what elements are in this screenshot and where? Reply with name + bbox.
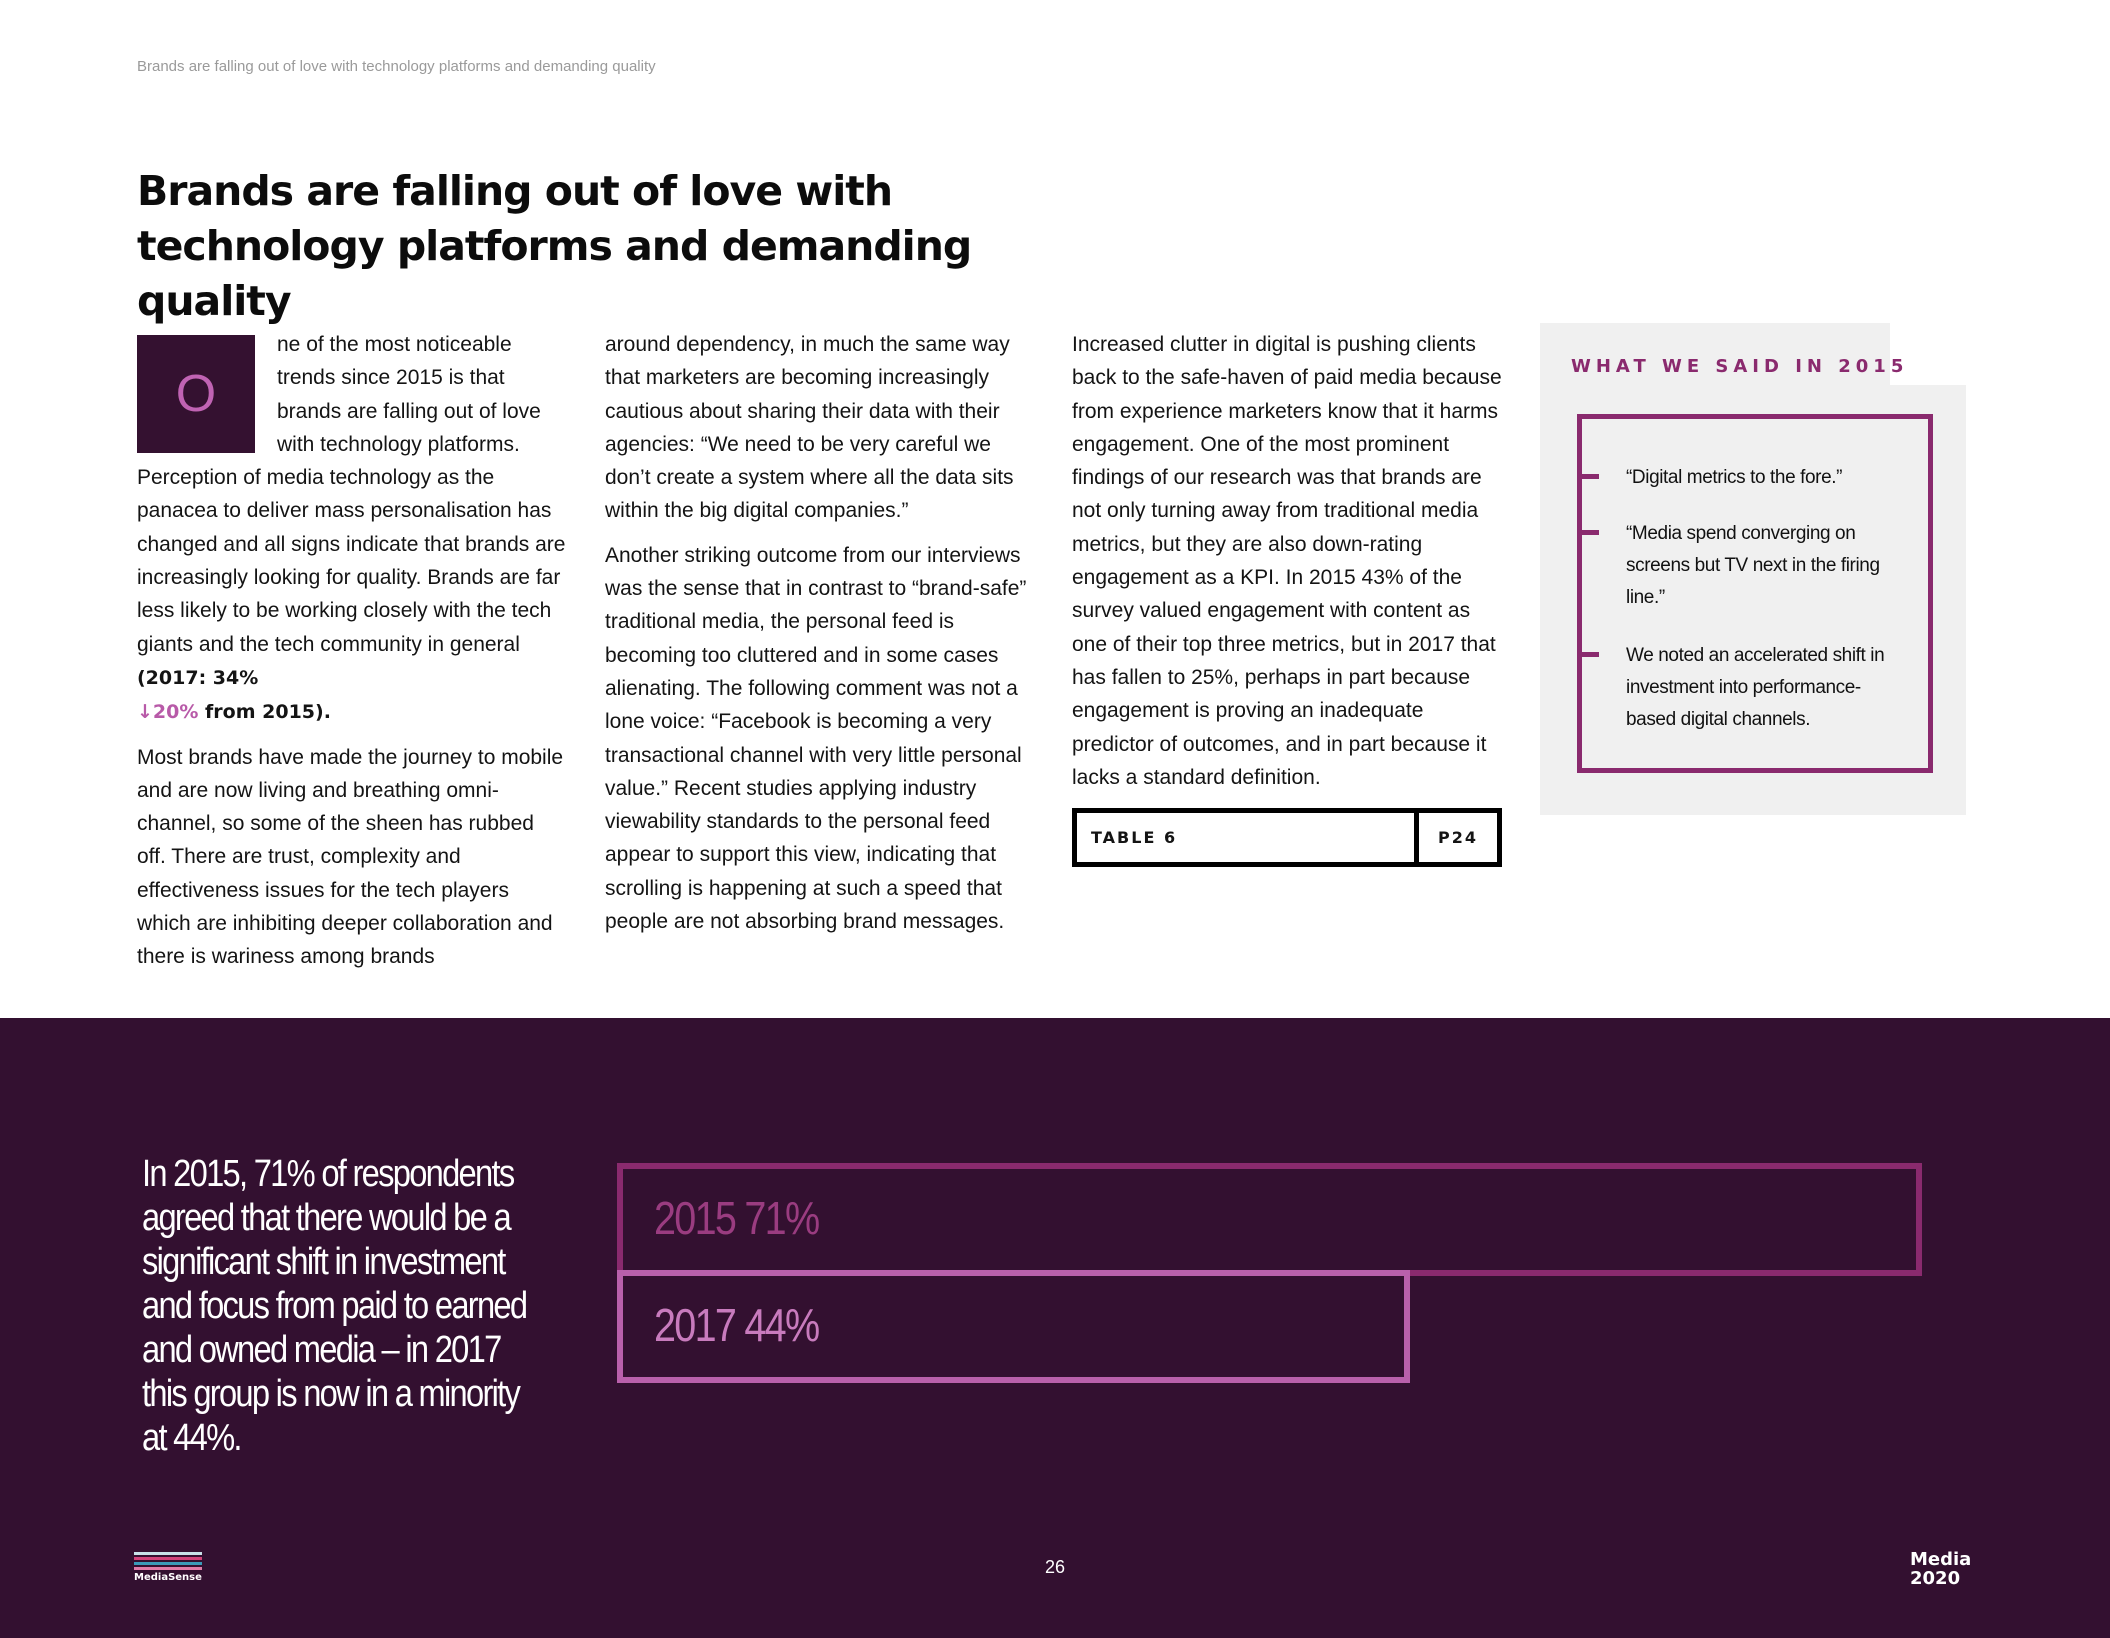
sidebar-item: “Media spend converging on screens but TV next in the firing line.” bbox=[1626, 523, 1880, 608]
title-line-2: technology platforms and demanding quality bbox=[137, 222, 972, 325]
stat-open: (2017: 34% bbox=[137, 666, 259, 689]
stat-close: from 2015). bbox=[198, 701, 331, 724]
brand-line-2: 2020 bbox=[1910, 1568, 1961, 1589]
body-column-1 bbox=[137, 328, 567, 985]
bar-2015 bbox=[617, 1163, 1922, 1276]
bullet-tick-icon bbox=[1577, 474, 1599, 479]
intro-paragraph bbox=[137, 328, 567, 730]
page-title bbox=[137, 164, 1137, 329]
sidebar-item: “Digital metrics to the fore.” bbox=[1626, 467, 1843, 488]
page-number: 26 bbox=[1045, 1557, 1066, 1577]
sidebar-item: We noted an accelerated shift in investment into performance-based digital channels. bbox=[1626, 645, 1885, 730]
media-2020-mark bbox=[1910, 1550, 1971, 1588]
sidebar-tab bbox=[1540, 323, 1890, 387]
table-reference[interactable] bbox=[1072, 808, 1502, 867]
sidebar-title: WHAT WE SAID IN 2015 bbox=[1571, 356, 1909, 377]
bar-2017 bbox=[617, 1270, 1410, 1383]
paragraph: around dependency, in much the same way that marketers are becoming increasingly cautious about sharing their data with their agencies: “We need to be very careful we don’t create a system where all the data sits within the big digital companies.” bbox=[605, 333, 1014, 523]
title-line-1: Brands are falling out of love with bbox=[137, 167, 893, 215]
bullet-tick-icon bbox=[1577, 530, 1599, 535]
body-column-3 bbox=[1072, 328, 1502, 867]
logo-text: MediaSense bbox=[134, 1572, 202, 1583]
logo-stripe bbox=[134, 1552, 202, 1555]
bar-label-2017: 2017 44% bbox=[654, 1299, 819, 1351]
logo-stripe bbox=[134, 1567, 202, 1570]
logo-stripe bbox=[134, 1562, 202, 1565]
body-column-2 bbox=[605, 328, 1035, 949]
running-head: Brands are falling out of love with technology platforms and demanding quality bbox=[137, 58, 656, 75]
brand-line-1: Media bbox=[1910, 1549, 1972, 1570]
paragraph: Another striking outcome from our interviews was the sense that in contrast to “brand-safe” traditional media, the personal feed is becoming too cluttered and in some cases alienating. The following comment was not a lone voice: “Facebook is becoming a very transactional channel with very little personal value.” Recent studies applying industry viewability standards to the personal feed appear to support this view, indicating that scrolling is happening at such a speed that people are not absorbing brand messages. bbox=[605, 543, 1027, 934]
drop-cap: O bbox=[137, 335, 255, 453]
paragraph: Increased clutter in digital is pushing clients back to the safe-haven of paid media because from experience marketers know that it harms engagement. One of the most prominent findings of our research was that brands are not only turning away from traditional media metrics, but they are also down-rating engagement as a KPI. In 2015 43% of the survey valued engagement with content as one of their top three metrics, but in 2017 that has fallen to 25%, perhaps in part because engagement is proving an inadequate predictor of outcomes, and in part because it lacks a standard definition. bbox=[1072, 333, 1502, 789]
stat-highlight bbox=[137, 667, 331, 723]
bullet-tick-icon bbox=[1577, 652, 1599, 657]
table-reference-page: P24 bbox=[1438, 828, 1478, 848]
paragraph: Most brands have made the journey to mobile and are now living and breathing omni-channel, so some of the sheen has rubbed off. There are trust, complexity and effectiveness issues for the tech players which are inhibiting deeper collaboration and there is wariness among brands bbox=[137, 745, 564, 969]
logo-stripe bbox=[134, 1557, 202, 1560]
pull-quote: In 2015, 71% of respondents agreed that there would be a significant shift in investment and focus from paid to earned and owned media – in 2017 this group is now in a minority at 44%. bbox=[142, 1153, 527, 1459]
table-reference-label: TABLE 6 bbox=[1077, 813, 1419, 862]
intro-text: ne of the most noticeable trends since 2015 is that brands are falling out of love with technology platforms. Perception of media technology as the panacea to deliver mass personalisation has changed and all signs indicate that brands are increasingly looking for quality. Brands are far less likely to be working closely with the tech giants and the tech community in general bbox=[137, 333, 566, 656]
mediasense-logo bbox=[134, 1552, 202, 1583]
bar-label-2015: 2015 71% bbox=[654, 1192, 819, 1244]
stat-decline: ↓20% bbox=[137, 701, 199, 724]
